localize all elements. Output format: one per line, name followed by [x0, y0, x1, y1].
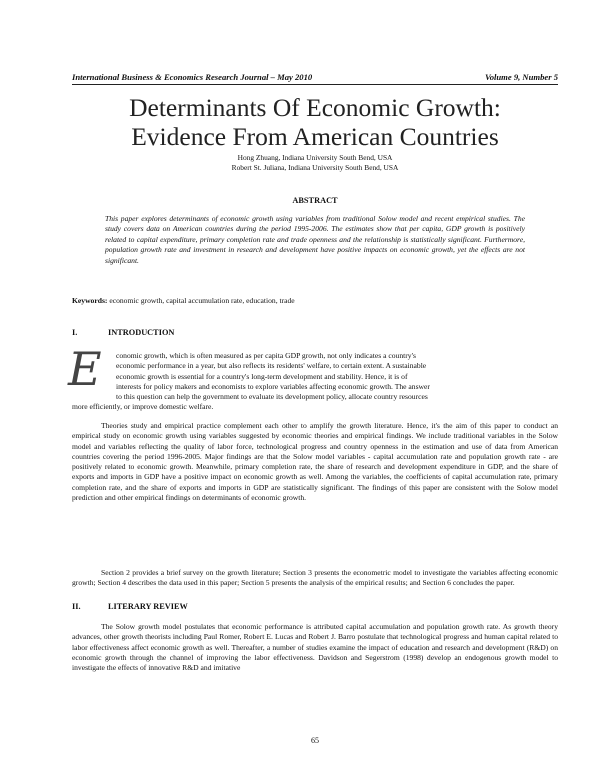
section-number: I.: [72, 328, 78, 337]
intro-line: economic performance in a year, but also reflects its residents' welfare, to certain extent. A sustainable: [116, 361, 427, 371]
title-line-2: Evidence From American Countries: [131, 122, 499, 151]
keywords-line: [72, 296, 558, 305]
section-number: II.: [72, 602, 81, 611]
author-2: Robert St. Juliana, Indiana University South Bend, USA: [231, 162, 399, 172]
abstract-heading: ABSTRACT: [292, 196, 338, 205]
author-1: Hong Zhuang, Indiana University South Bend, USA: [237, 153, 393, 162]
intro-paragraph-2: Theories study and empirical practice complement each other to amplify the growth literature. Hence, it's the aim of this paper to conduct an empirical study on economic growth using variables suggested by economic theories and empirical findings. We include traditional variables in the Solow model and variables reflecting the quality of labor force, technological progress and country openness in the estimation and use of data from American countries covering the period 1996-2005. Major findings are that the Solow model variables - capital accumulation rate and population growth rate - are positively related to economic growth. Meanwhile, primary completion rate, the share of research and development expenditure in GDP, and the share of exports and imports in GDP have a positive impact on economic growth as well. Among the variables, the coefficients of capital accumulation rate, primary completion rate, and the share of exports and imports in GDP are statistically significant. The findings of this paper are consistent with the Solow model prediction and other empirical findings on determinants of economic growth.: [72, 421, 558, 503]
drop-cap-letter: E: [68, 342, 102, 396]
section-title: INTRODUCTION: [108, 328, 175, 337]
intro-paragraph-1: [72, 351, 558, 413]
intro-line: conomic growth, which is often measured as per capita GDP growth, not only indicates a country's: [116, 351, 416, 360]
intro-line: interests for policy makers and economists to explore variables affecting economic growth. The answer: [116, 381, 430, 391]
abstract-text: This paper explores determinants of economic growth using variables from traditional Solow model and recent empirical studies. The study covers data on American countries during the period 1995-2006. The estimates show that per capita, GDP growth is positively related to capital expenditure, primary completion rate and trade openness and the relationship is statistically significant. Furthermore, population growth rate and investment in research and development have positive impacts on economic growth, yet the effects are not significant.: [105, 214, 525, 265]
literature-paragraph-1: The Solow growth model postulates that economic performance is attributed capital accumulation and population growth rate. As growth theory advances, other growth theorists including Paul Romer, Robert E. Lucas and Robert J. Barro postulate that technological progress and human capital related to labor effectiveness affect economic growth as well. Thereafter, a number of studies examine the impact of education and research and development (R&D) on economic growth through the channel of improving the labor effectiveness. Davidson and Segerstrom (1998) develop an endogenous growth model to investigate the effects of innovative R&D and imitative: [72, 622, 558, 673]
section-title: LITERARY REVIEW: [108, 602, 188, 611]
intro-line: more efficiently, or improve domestic welfare.: [72, 402, 214, 412]
page-number: 65: [311, 736, 319, 745]
keywords-label: Keywords:: [72, 296, 108, 305]
journal-name: International Business & Economics Research Journal – May 2010: [72, 72, 313, 82]
intro-line: to this question can help the government to evaluate its development policy, allocate country resources: [116, 392, 428, 402]
running-header: [72, 72, 558, 84]
keywords-text: economic growth, capital accumulation rate, education, trade: [109, 296, 295, 305]
author-list: [72, 153, 558, 172]
title-line-1: Determinants Of Economic Growth:: [129, 93, 501, 122]
paper-title: [72, 93, 558, 151]
intro-paragraph-3: Section 2 provides a brief survey on the growth literature; Section 3 presents the econometric model to investigate the variables affecting economic growth; Section 4 describes the data used in this paper; Section 5 presents the analysis of the empirical results; and Section 6 concludes the paper.: [72, 568, 558, 588]
header-rule: [72, 84, 558, 85]
intro-line: economic growth is essential for a country's long-term development and stability. Hence, it is of: [116, 371, 408, 381]
volume-number: Volume 9, Number 5: [484, 72, 558, 82]
